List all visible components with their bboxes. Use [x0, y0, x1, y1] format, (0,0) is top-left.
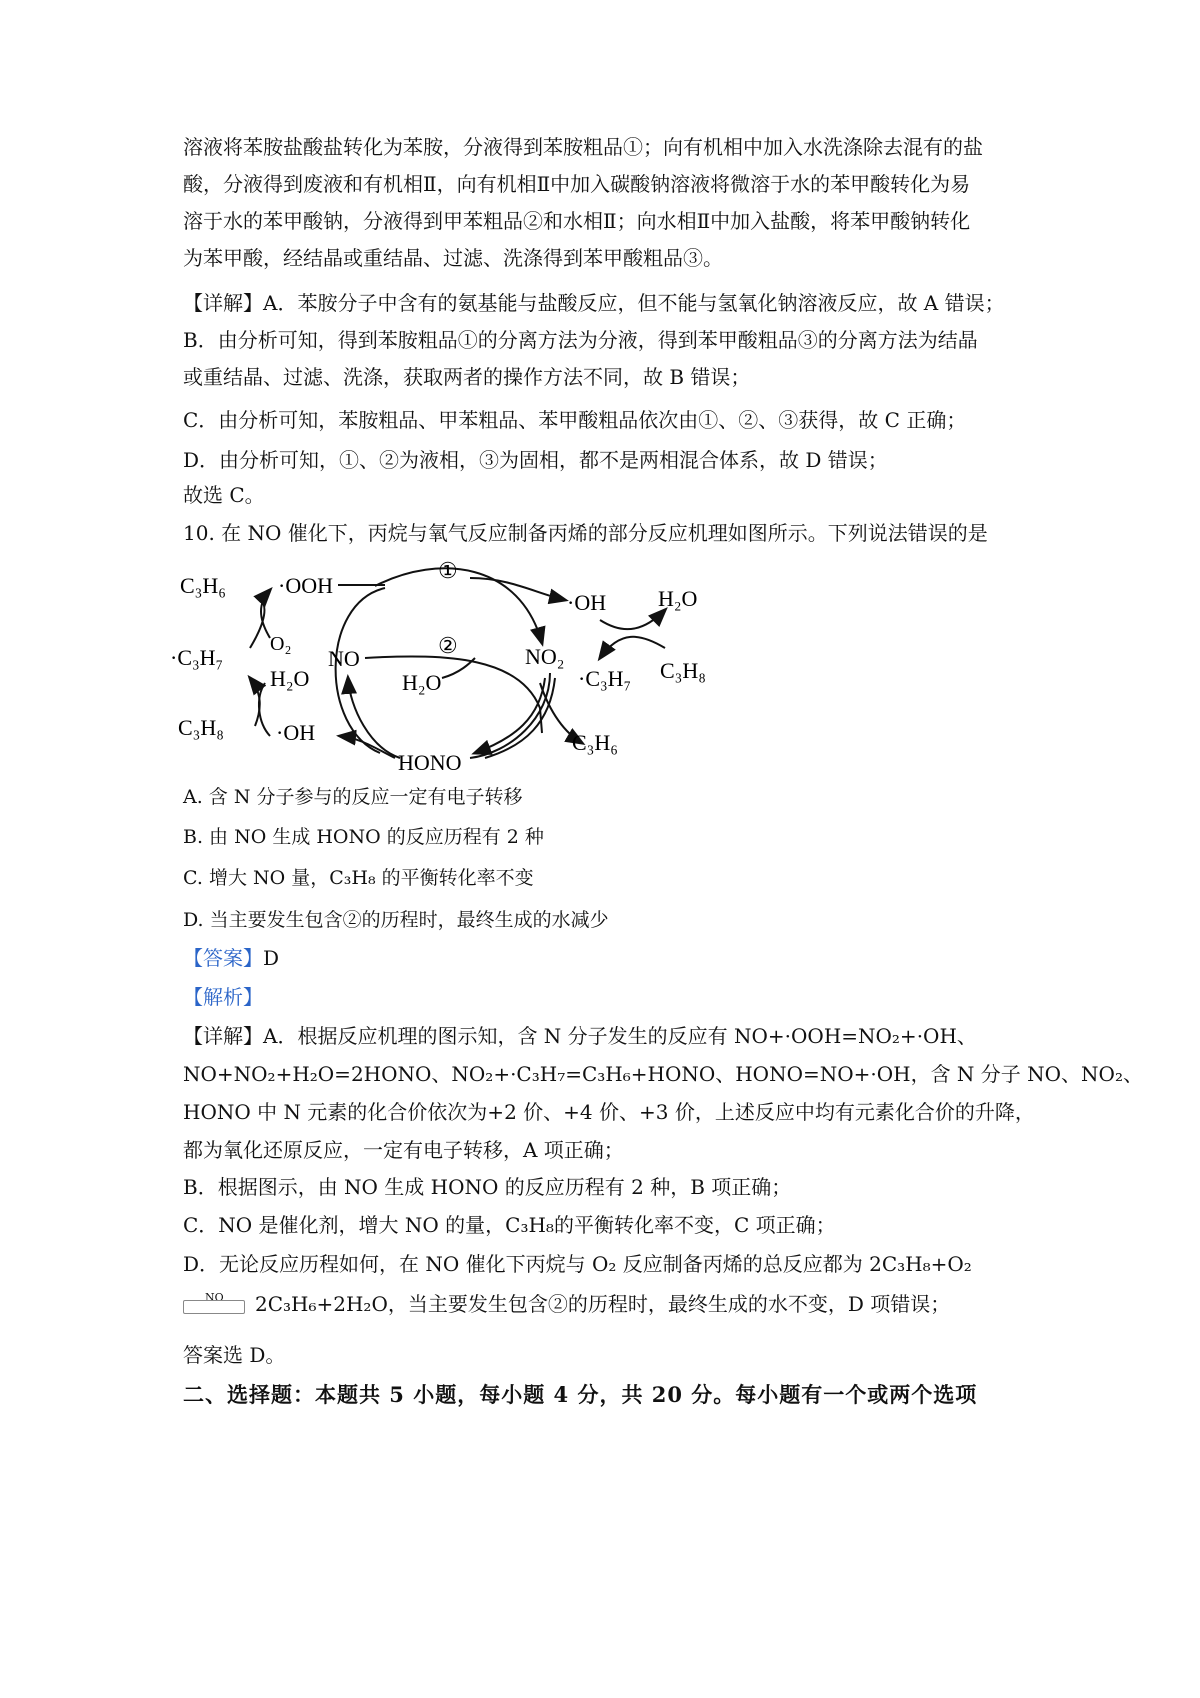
text-line: 故选 C。: [183, 483, 265, 507]
answer-line: [183, 944, 279, 972]
analysis-label: 【解析】: [183, 985, 263, 1009]
option-c: C. 增大 NO 量，C₃H₈ 的平衡转化率不变: [183, 867, 534, 889]
c3h7-left: ·C₃H₇: [170, 645, 224, 670]
no2-to-hono-arrow-2: [485, 678, 555, 758]
text-line: B．由分析可知，得到苯胺粗品①的分离方法为分液，得到苯甲酸粗品③的分离方法为结晶: [183, 328, 978, 352]
o2-label: O₂: [270, 633, 292, 655]
oh-right: ·OH: [567, 590, 607, 615]
text-line: C．由分析可知，苯胺粗品、甲苯粗品、苯甲酸粗品依次由①、②、③获得，故 C 正确；: [183, 408, 967, 432]
reaction-mechanism-diagram: [170, 558, 770, 788]
option-d: D. 当主要发生包含②的历程时，最终生成的水减少: [183, 909, 609, 931]
ooh-to-c3h6-arrow: [261, 590, 270, 638]
question-stem: 10. 在 NO 催化下，丙烷与氧气反应制备丙烯的部分反应机理如图所示。下列说法错误的是: [183, 521, 988, 545]
text-line: 【详解】A．根据反应机理的图示知，含 N 分子发生的反应有 NO+·OOH=NO₂+·OH、: [183, 1024, 977, 1048]
path2-arrow: [365, 656, 542, 733]
text-line: 或重结晶、过滤、洗涤，获取两者的操作方法不同，故 B 错误；: [183, 365, 751, 389]
path-label-1: ①: [438, 558, 458, 583]
text-line: 溶于水的苯甲酸钠，分液得到甲苯粗品②和水相Ⅱ；向水相Ⅱ中加入盐酸，将苯甲酸钠转化: [183, 209, 971, 233]
cycle-arc-right: [470, 673, 550, 758]
path-label-2: ②: [438, 633, 458, 658]
h2o-middle: H₂O: [402, 670, 442, 695]
hono-molecule: HONO: [398, 750, 462, 775]
text-line: NO+NO₂+H₂O=2HONO、NO₂+·C₃H₇=C₃H₆+HONO、HONO=NO+·OH，含 N 分子 NO、NO₂、: [183, 1062, 1143, 1086]
no2-molecule: NO₂: [525, 644, 565, 669]
cycle-arc-bottom-left: [348, 678, 400, 758]
ooh-radical: ·OOH: [278, 573, 333, 598]
equation-line: [183, 1290, 950, 1318]
c3h6-top-left: C₃H₆: [180, 573, 226, 598]
section-heading: 二、选择题：本题共 5 小题，每小题 4 分，共 20 分。每小题有一个或两个选项: [183, 1382, 978, 1407]
catalyst-label: NO: [205, 1291, 224, 1304]
c3h6-bottom-right: C₃H₆: [572, 730, 618, 755]
option-a: A. 含 N 分子参与的反应一定有电子转移: [183, 786, 523, 808]
final-answer: 答案选 D。: [183, 1343, 286, 1367]
cycle-arc-top: [375, 568, 542, 643]
catalyst-arrow: [183, 1290, 255, 1318]
h2o-right: H₂O: [658, 586, 698, 611]
equation-rest: 2C₃H₆+2H₂O，当主要发生包含②的历程时，最终生成的水不变，D 项错误；: [255, 1292, 951, 1316]
c3h7-right: ·C₃H₇: [578, 666, 632, 691]
h2o-left: H₂O: [270, 666, 310, 691]
text-line: D．由分析可知，①、②为液相，③为固相，都不是两相混合体系，故 D 错误；: [183, 448, 888, 472]
text-line: B．根据图示，由 NO 生成 HONO 的反应历程有 2 种，B 项正确；: [183, 1175, 792, 1199]
equals-sign-icon: [183, 1300, 245, 1314]
c3h8-to-c3h7-arrow: [600, 637, 665, 658]
oh-to-h2o-arrow: [600, 610, 665, 629]
oh-left: ·OH: [276, 720, 316, 745]
c3h8-left: C₃H₈: [178, 715, 224, 740]
text-line: 为苯甲酸，经结晶或重结晶、过滤、洗涤得到苯甲酸粗品③。: [183, 246, 723, 270]
text-line: 【详解】A．苯胺分子中含有的氨基能与盐酸反应，但不能与氢氧化钠溶液反应，故 A 错误；: [183, 291, 1005, 315]
oh-cross-line: [259, 683, 270, 736]
no2-to-hono-arrow-1: [475, 678, 545, 753]
text-line: 都为氧化还原反应，一定有电子转移，A 项正确；: [183, 1138, 624, 1162]
text-line: C．NO 是催化剂，增大 NO 的量，C₃H₈的平衡转化率不变，C 项正确；: [183, 1213, 836, 1237]
answer-value: D: [263, 946, 280, 970]
option-b: B. 由 NO 生成 HONO 的反应历程有 2 种: [183, 826, 544, 848]
text-line: HONO 中 N 元素的化合价依次为+2 价、+4 价、+3 价，上述反应中均有元素化合价的升降，: [183, 1100, 1035, 1124]
text-line: 酸，分液得到废液和有机相Ⅱ，向有机相Ⅱ中加入碳酸钠溶液将微溶于水的苯甲酸转化为易: [183, 172, 971, 196]
c3h8-right: C₃H₈: [660, 658, 706, 683]
text-line: D．无论反应历程如何，在 NO 催化下丙烷与 O₂ 反应制备丙烯的总反应都为 2C₃H₈+O₂: [183, 1252, 972, 1276]
no-molecule: NO: [328, 646, 360, 671]
text-line: 溶液将苯胺盐酸盐转化为苯胺，分液得到苯胺粗品①；向有机相中加入水洗涤除去混有的盐: [183, 135, 983, 159]
answer-label: 【答案】: [183, 946, 263, 970]
